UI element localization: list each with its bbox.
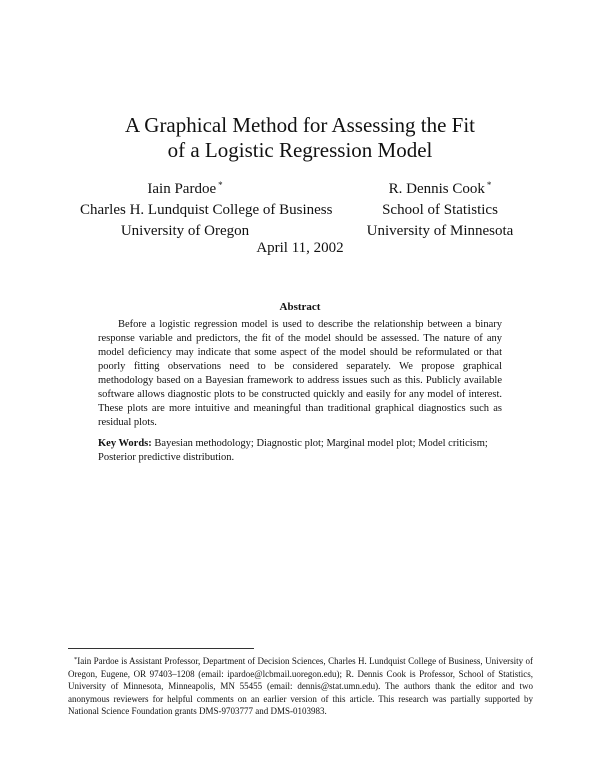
author-name-row (80, 175, 290, 200)
footnote-rule (68, 648, 254, 649)
footnote (68, 654, 533, 718)
author-affiliation: School of Statistics (382, 202, 498, 218)
author-institution: University of Minnesota (366, 223, 514, 239)
author-name-row (355, 175, 525, 200)
author-block-2 (355, 175, 525, 242)
author-affiliation: Charles H. Lundquist College of Business (80, 202, 333, 218)
paper-title (0, 113, 600, 163)
keywords-label: Key Words: (98, 438, 152, 449)
keywords (98, 437, 502, 465)
footnote-text: Iain Pardoe is Assistant Professor, Department of Decision Sciences, Charles H. Lundquist College of Business, University of Oregon, Eugene, OR 97403–1208 (email: ipardoe@lcbmail.uoregon.edu); R. Dennis Cook is Professor, School of Statistics, University of Minnesota, Minneapolis, MN 55455 (email: dennis@stat.umn.edu). The authors thank the editor and two anonymous reviewers for helpful comments on an earlier version of this article. This research was partially supported by National Science Foundation grants DMS-9703777 and DMS-0103983. (68, 656, 533, 716)
author-footnote-mark[interactable]: * (218, 180, 223, 190)
author-institution: University of Oregon (120, 223, 250, 239)
author-name: R. Dennis Cook (388, 181, 485, 197)
footnote-mark: * (74, 656, 78, 663)
author-footnote-mark[interactable]: * (486, 180, 492, 190)
title-line-2: of a Logistic Regression Model (167, 138, 433, 162)
author-name: Iain Pardoe (147, 181, 217, 197)
abstract-heading: Abstract (279, 301, 321, 313)
title-line-1: A Graphical Method for Assessing the Fit (125, 113, 475, 137)
abstract-body: Before a logistic regression model is used to describe the relationship between a binary response variable and predictors, the fit of the model should be assessed. The nature of any model deficiency may indicate that some aspect of the model should be reformulated or that poorly fitting observations need to be considered separately. We propose graphical methodology based on a Bayesian framework to address issues such as this. Publicly available software allows diagnostic plots to be constructed quickly and easily for any model of interest. These plots are more intuitive and meaningful than traditional graphical diagnostics such as residual plots. (98, 319, 502, 428)
keywords-text: Bayesian methodology; Diagnostic plot; Marginal model plot; Model criticism; Posterior predictive distribution. (98, 438, 488, 463)
author-block-1 (80, 175, 333, 242)
paper-date: April 11, 2002 (256, 240, 344, 256)
